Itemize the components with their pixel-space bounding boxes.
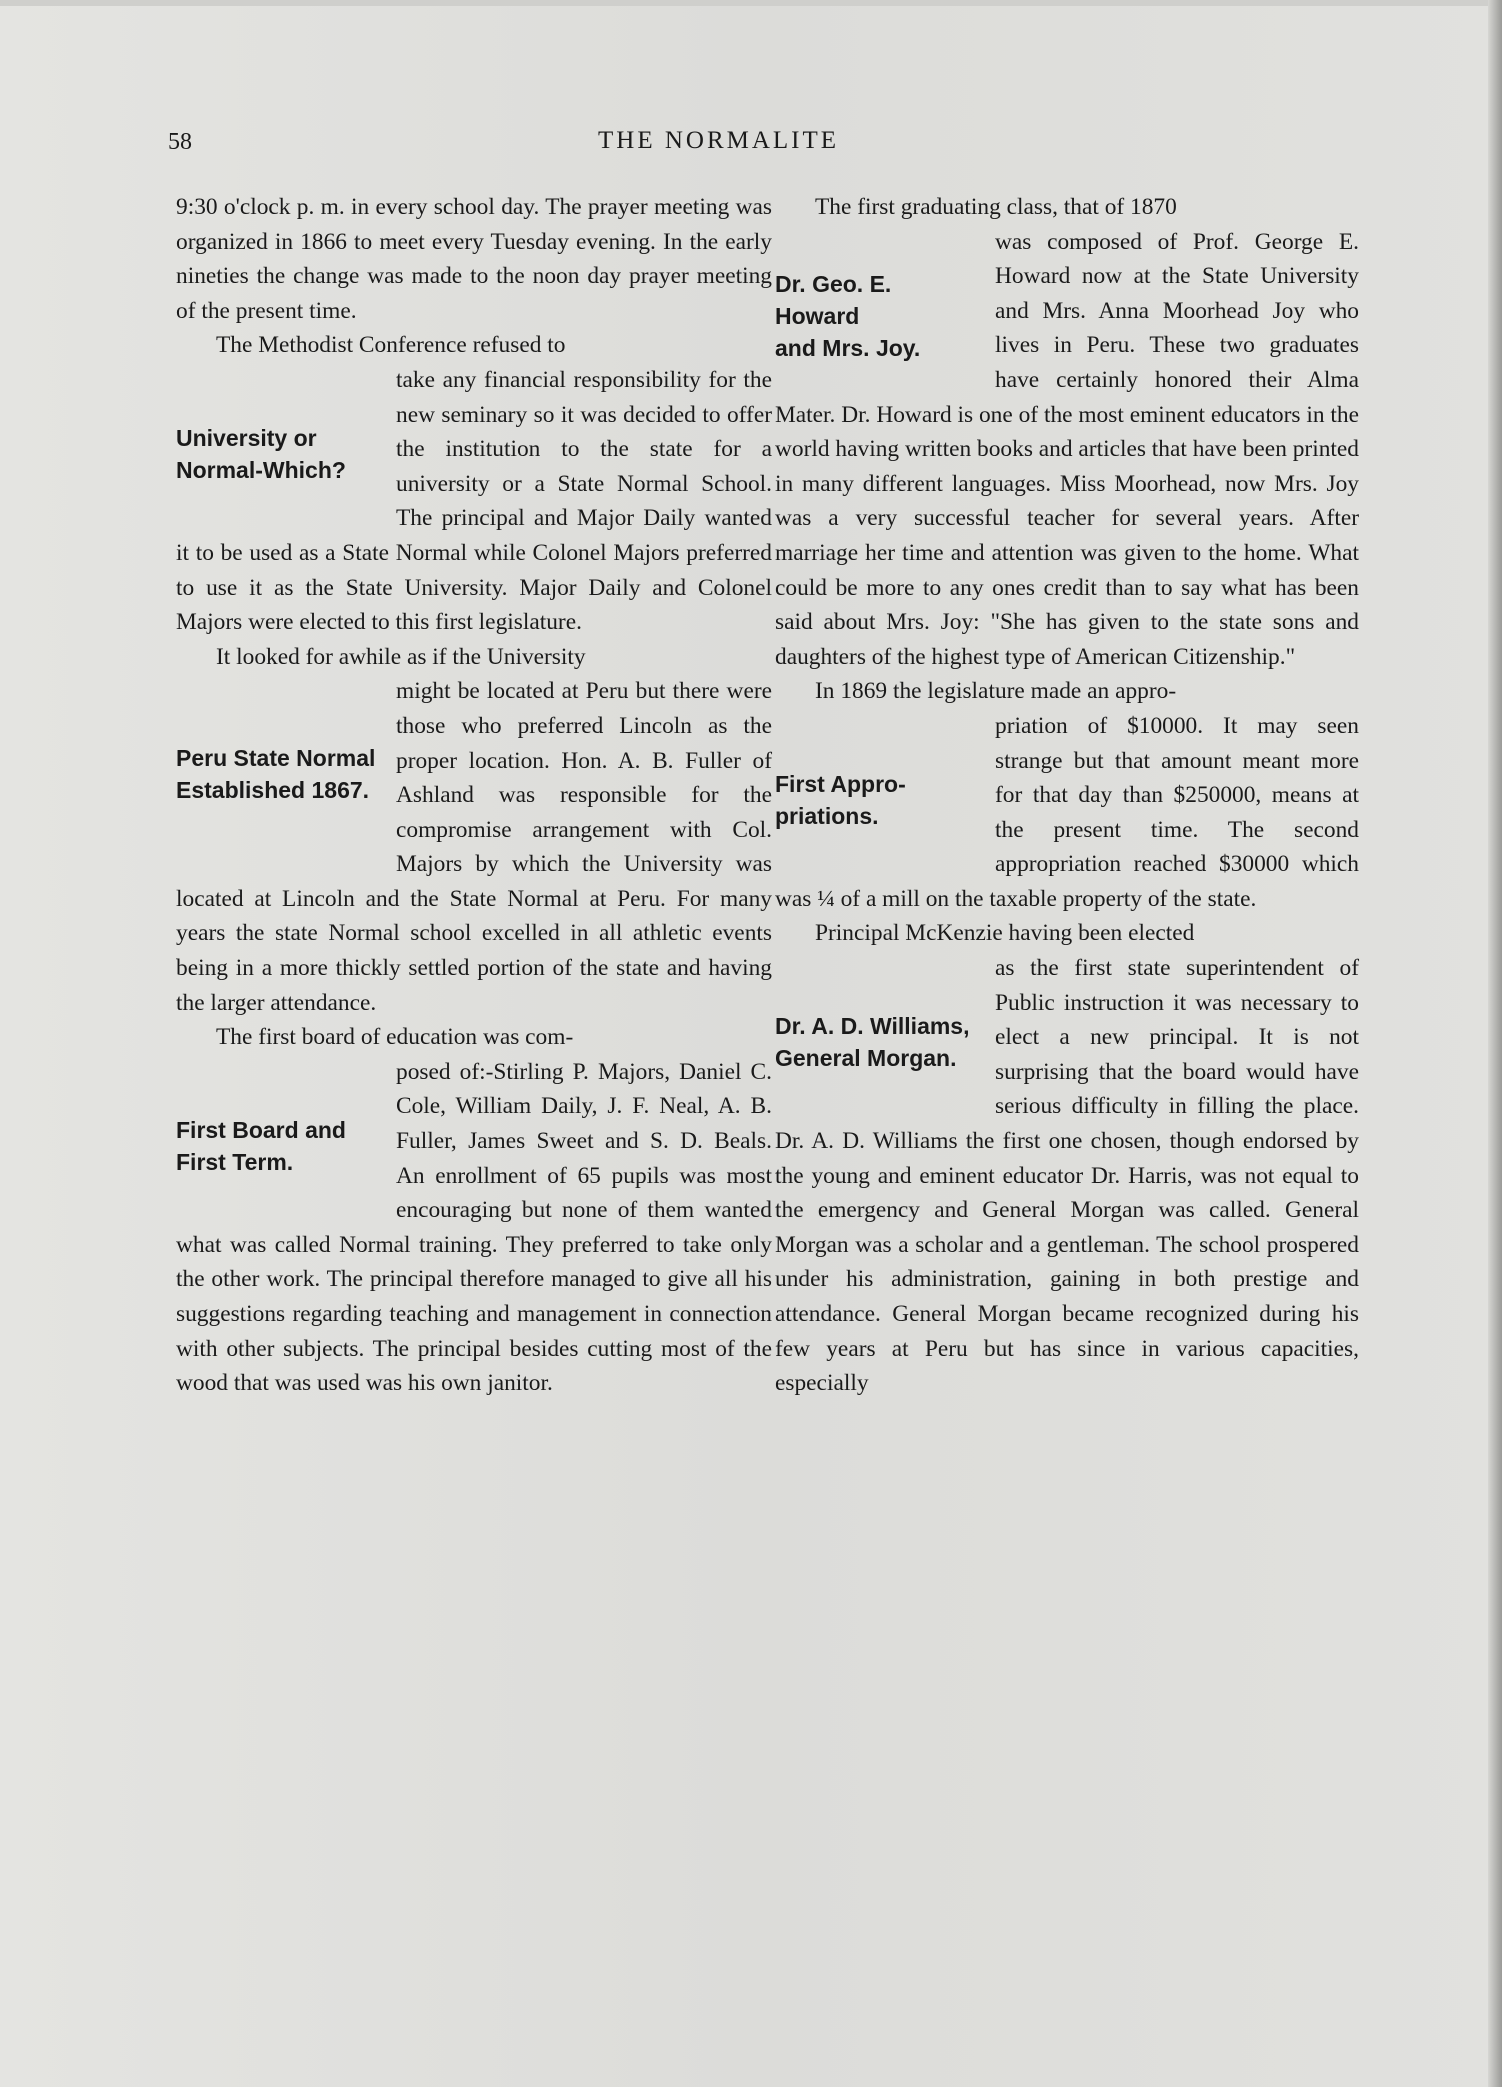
page-top-edge	[0, 0, 1502, 6]
side-heading-line: and Mrs. Joy.	[775, 334, 921, 361]
side-heading-first-appropriations	[775, 725, 979, 875]
paragraph-university-intro: It looked for awhile as if the University	[216, 643, 586, 670]
side-heading-line: Peru State Normal	[176, 745, 376, 772]
paragraph-graduating-intro: The first graduating class, that of 1870	[815, 194, 1177, 220]
paragraph-appropriation-body: priation of $10000. It may seen strange but that amount meant more for that day than $250000, means at the present time. The second appropriation reached $30000 which was ¼ of a mill on the taxable property of the state.	[775, 712, 1359, 912]
side-heading-university-or-normal	[176, 379, 380, 529]
side-heading-first-board	[176, 1071, 380, 1221]
paragraph-methodist-intro: The Methodist Conference refused to	[216, 332, 566, 359]
side-heading-line: Established 1867.	[176, 777, 370, 804]
paragraph-university-body: might be located at Peru but there were those who preferred Lincoln as the proper location. Hon. A. B. Fuller of Ashland was responsible for the compromise arrangement with Col. Majors by which the University was located at Lincoln and the State Normal at Peru. For many years the state Normal school excelled in all athletic events being in a more thickly settled portion of the state and having the larger attendance.	[176, 678, 772, 1016]
paragraph-methodist-body: take any financial responsibility for the new seminary so it was decided to offer the institution to the state for a university or a State Normal School. The principal and Major Daily wanted it to be used as a State Normal while Colonel Majors preferred to use it as the State University. Major Daily and Colonel Majors were elected to this first legislature.	[176, 366, 772, 636]
side-heading-line: First Board and	[176, 1116, 346, 1143]
paragraph-board-body: posed of:-Stirling P. Majors, Daniel C. Cole, William Daily, J. F. Neal, A. B. Fuller, James Sweet and S. D. Beals. An enrollment of 65 pupils was most encouraging but none of them wanted what was called Normal training. They preferred to take only the other work. The principal therefore managed to give all his suggestions regarding teaching and management in connection with other subjects. The principal besides cutting most of the wood that was used was his own janitor.	[176, 1058, 772, 1397]
right-column	[775, 190, 1359, 1401]
side-heading-line: University or	[176, 424, 317, 451]
paragraph-appropriation-intro: In 1869 the legislature made an appro-	[815, 678, 1177, 705]
side-heading-peru-state-normal	[176, 690, 380, 858]
side-heading-howard-joy	[775, 241, 979, 391]
page-right-edge	[1488, 0, 1502, 2087]
paragraph-mckenzie-intro: Principal McKenzie having been elected	[815, 920, 1195, 947]
paragraph-prayer-meeting: 9:30 o'clock p. m. in every school day. The prayer meeting was organized in 1866 to meet every Tuesday evening. In the early nineties the change was made to the noon day prayer meeting of the present time.	[176, 194, 772, 324]
paragraph-board-intro: The first board of education was com-	[216, 1024, 574, 1051]
paragraph-mckenzie-body: as the first state superintendent of Public instruction it was necessary to elect a new principal. It is not surprising that the board would have serious difficulty in filling the place. Dr. A. D. Williams the first one chosen, though endorsed by the young and eminent educator Dr. Harris, was not equal to the emergency and General Morgan was called. General Morgan was a scholar and a gentleman. The school prospered under his administration, gaining in both prestige and attendance. General Morgan became recognized during his few years at Peru but has since in various capacities, especially	[775, 955, 1359, 1397]
side-heading-line: Dr. A. D. Williams,	[775, 1013, 970, 1040]
side-heading-line: First Term.	[176, 1148, 294, 1175]
side-heading-line: Normal-Which?	[176, 456, 346, 483]
paragraph-graduating-body: was composed of Prof. George E. Howard now at the State University and Mrs. Anna Moorhead Joy who lives in Peru. These two graduates have certainly honored their Alma Mater. Dr. Howard is one of the most eminent educators in the world having written books and articles that have been printed in many different languages. Miss Moorhead, now Mrs. Joy was a very successful teacher for several years. After marriage her time and attention was given to the home. What could be more to any ones credit than to say what has been said about Mrs. Joy: "She has given to the state sons and daughters of the highest type of American Citizenship."	[775, 228, 1359, 670]
left-column	[176, 190, 772, 1401]
running-title: THE NORMALITE	[598, 127, 840, 154]
side-heading-williams-morgan	[775, 967, 979, 1117]
side-heading-line: First Appro-	[775, 770, 906, 797]
page-number: 58	[168, 129, 192, 155]
side-heading-line: General Morgan.	[775, 1045, 957, 1072]
side-heading-line: priations.	[775, 802, 879, 829]
side-heading-line: Dr. Geo. E. Howard	[775, 270, 892, 329]
